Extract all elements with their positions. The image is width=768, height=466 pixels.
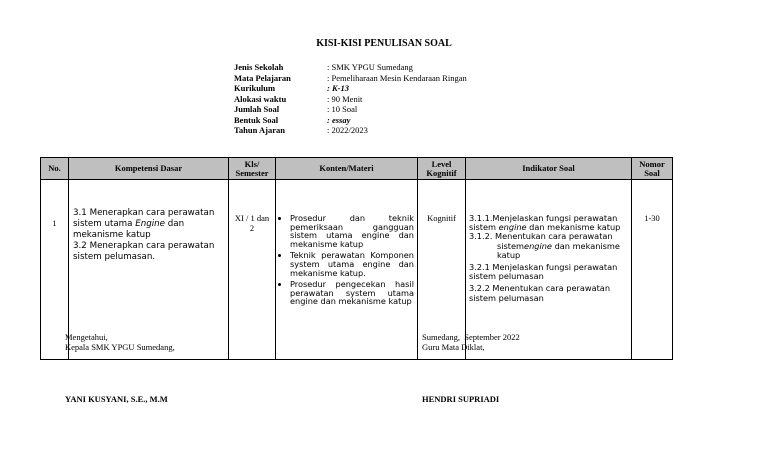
header-no: No. — [41, 158, 69, 180]
signature-left-line1: Mengetahui, — [65, 332, 108, 342]
cell-kelas-semester — [229, 180, 276, 360]
meta-value: : essay — [327, 114, 351, 125]
header-nomor-soal — [632, 158, 673, 180]
indikator-item-3: 3.2.1 Menjelaskan fungsi perawatan sistem pelumasan — [469, 262, 618, 282]
document-meta — [234, 62, 467, 136]
kd-text: 3.1 Menerapkan cara perawatan sistem utama — [73, 208, 215, 229]
header-nomor-line1: Nomor — [639, 158, 665, 169]
indikator-item-1 — [469, 214, 628, 232]
signature-right — [422, 332, 520, 352]
materi-list — [276, 214, 414, 306]
indikator-item-2 — [469, 232, 628, 260]
meta-value: : 10 Soal — [327, 104, 358, 114]
table-header-row — [41, 158, 673, 180]
meta-value: : SMK YPGU Sumedang — [327, 62, 413, 72]
meta-value: : Pemeliharaan Mesin Kendaraan Ringan — [327, 72, 467, 83]
header-level-line1: Level — [431, 158, 452, 169]
signature-left-name: YANI KUSYANI, S.E., M.M — [65, 394, 168, 404]
meta-label: Alokasi waktu — [234, 93, 287, 104]
header-kelas-semester — [229, 158, 276, 180]
meta-value: : 2022/2023 — [327, 125, 368, 135]
signature-right-name-block — [422, 394, 499, 404]
meta-row-mata-pelajaran — [234, 73, 467, 84]
kelas-line2: 2 — [249, 223, 255, 233]
meta-value: : 90 Menit — [327, 93, 363, 104]
list-item: • Teknik perawatan Komponen system utama engine dan mekanisme katup. — [290, 251, 414, 277]
meta-row-tahun-ajaran — [234, 125, 467, 136]
meta-row-bentuk-soal — [234, 115, 467, 126]
meta-label: Jumlah Soal — [234, 104, 280, 114]
list-item: • Prosedur pengecekan hasil perawatan system utama engine dan mekanisme katup — [290, 280, 414, 306]
kd-item-1 — [73, 208, 224, 241]
document-title: KISI-KISI PENULISAN SOAL — [316, 38, 452, 49]
kelas-line1: XI / 1 dan — [234, 213, 270, 223]
meta-label: Bentuk Soal — [234, 114, 279, 125]
kisi-kisi-table — [40, 157, 673, 360]
ind-text-italic: engine — [524, 240, 552, 251]
meta-row-alokasi-waktu — [234, 94, 467, 105]
kd-text-italic: Engine — [135, 219, 166, 229]
ind-text: dan mekanisme katup — [497, 240, 620, 260]
signature-right-name: HENDRI SUPRIADI — [422, 394, 500, 404]
meta-label: Mata Pelajaran — [234, 72, 291, 83]
kd-text: dan mekanisme katup — [73, 219, 185, 240]
ind-text: 3.1.2. Menentukan cara perawatan sistem — [469, 231, 613, 251]
cell-nomor-soal: 1-30 — [632, 180, 673, 360]
cell-konten-materi — [276, 180, 418, 360]
header-level-kognitif — [418, 158, 466, 180]
meta-row-jenis-sekolah — [234, 62, 467, 73]
ind-text: dan mekanisme katup — [526, 222, 621, 233]
signature-right-line1: Sumedang, September 2022 — [422, 332, 520, 342]
header-level-line2: Kognitif — [426, 167, 457, 178]
header-nomor-line2: Soal — [644, 167, 660, 178]
cell-level-kognitif: Kognitif — [418, 180, 466, 360]
meta-row-jumlah-soal — [234, 104, 467, 115]
meta-label: Jenis Sekolah — [234, 62, 284, 72]
meta-value: : K-13 — [327, 83, 349, 93]
ind-text: 3.1.1.Menjelaskan fungsi perawatan sistem — [469, 213, 618, 233]
header-kompetensi-dasar: Kompetensi Dasar — [69, 158, 229, 180]
meta-label: Tahun Ajaran — [234, 125, 285, 135]
header-konten-materi: Konten/Materi — [276, 158, 418, 180]
list-item: • Prosedur dan teknik pemeriksaan gangguan sistem utama engine dan mekanisme katup — [290, 214, 414, 248]
ind-text-italic: engine — [498, 222, 527, 233]
signature-right-line2: Guru Mata Diklat, — [422, 342, 485, 352]
signature-left-line2: Kepala SMK YPGU Sumedang, — [65, 342, 175, 352]
meta-row-kurikulum — [234, 83, 467, 94]
header-kelas-line1: Kls/ — [244, 158, 260, 169]
header-kelas-line2: Semester — [235, 167, 269, 178]
cell-no: 1 — [41, 180, 69, 360]
signature-left — [65, 332, 175, 352]
kd-item-2: 3.2 Menerapkan cara perawatan sistem pelumasan. — [73, 241, 215, 262]
meta-label: Kurikulum — [234, 83, 276, 93]
header-indikator-soal: Indikator Soal — [466, 158, 632, 180]
signature-left-name-block — [65, 394, 168, 404]
indikator-item-4: 3.2.2 Menentukan cara perawatan sistem pelumasan — [469, 283, 611, 303]
